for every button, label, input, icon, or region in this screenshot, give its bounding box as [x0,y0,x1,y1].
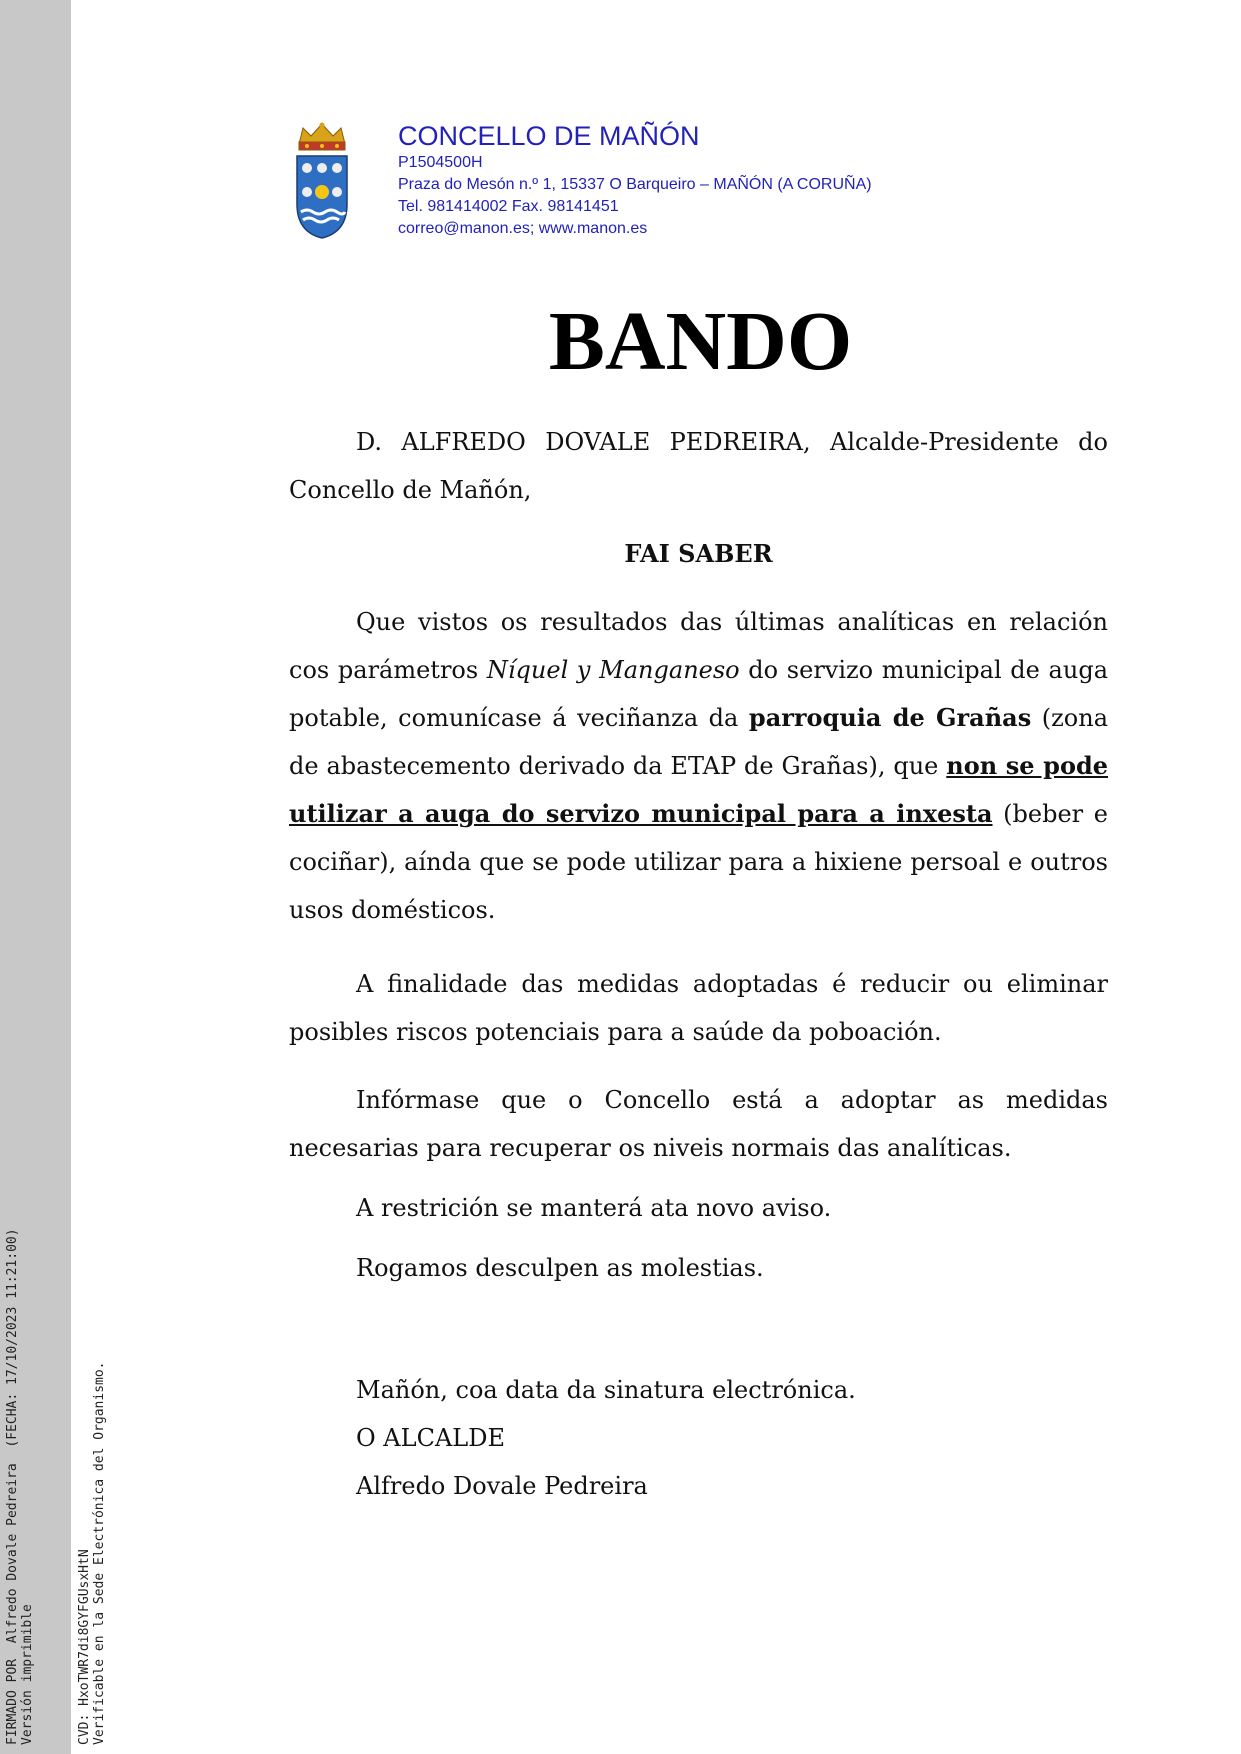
purpose-paragraph: A finalidade das medidas adoptadas é reducir ou eliminar posibles riscos potenciais para a saúde da poboación. [289,970,1108,1046]
signature-line: FIRMADO POR Alfredo Dovale Pedreira (FECHA: 17/10/2023 11:21:00) [5,1228,20,1745]
address: Praza do Mesón n.º 1, 15337 O Barqueiro – MAÑÓN (A CORUÑA) [398,176,872,193]
tax-id: P1504500H [398,154,483,171]
letterhead-info [398,120,872,240]
council-name: CONCELLO DE MAÑÓN [398,121,700,151]
verify-line: Verificable en la Sede Electrónica del Organismo. [92,1361,107,1745]
parish-bold: parroquia de Grañas [748,703,1032,732]
letterhead [288,120,988,245]
restriction-bold-underline: non se pode utilizar a auga do servizo municipal para a inxesta [289,751,1108,828]
document-title: BANDO [548,295,853,388]
main-text-4: (beber e cociñar), aínda que se pode utilizar para a hixiene persoal e outros usos domésticos. [289,800,1108,924]
measures-paragraph: Infórmase que o Concello está a adoptar as medidas necesarias para recuperar os niveis normais das analíticas. [289,1086,1108,1162]
apology-line: Rogamos desculpen as molestias. [356,1254,764,1282]
restriction-notice: A restrición se manterá ata novo aviso. [356,1194,832,1222]
version-line: Versión imprimible [20,1604,35,1745]
closing-role: O ALCALDE [356,1424,505,1452]
closing-place-date: Mañón, coa data da sinatura electrónica. [356,1376,856,1404]
main-text-1: Que vistos os resultados das últimas analíticas en relación cos parámetros [289,608,1108,684]
phone-fax: Tel. 981414002 Fax. 98141451 [398,198,619,215]
intro-paragraph: D. ALFREDO DOVALE PEDREIRA, Alcalde-Presidente do Concello de Mañón, [289,428,1108,504]
cvd-line: CVD: HxoTWR7di8GYFGUsxHtN [77,1549,92,1745]
signature-stamp-text [5,1228,35,1745]
document-body [289,418,1108,1510]
coat-of-arms-icon [293,122,351,240]
email-web: correo@manon.es; www.manon.es [398,220,648,237]
closing-signer: Alfredo Dovale Pedreira [356,1472,648,1500]
main-text-3: (zona de abastecemento derivado da ETAP de Grañas), que [289,704,1108,780]
main-paragraph [289,598,1108,934]
verification-text [77,1361,107,1745]
main-text-2: do servizo municipal de auga potable, comunícase á veciñanza da [289,656,1108,732]
fai-saber-heading: FAI SABER [624,539,773,568]
parameters-italic: Níquel y Manganeso [486,656,740,684]
